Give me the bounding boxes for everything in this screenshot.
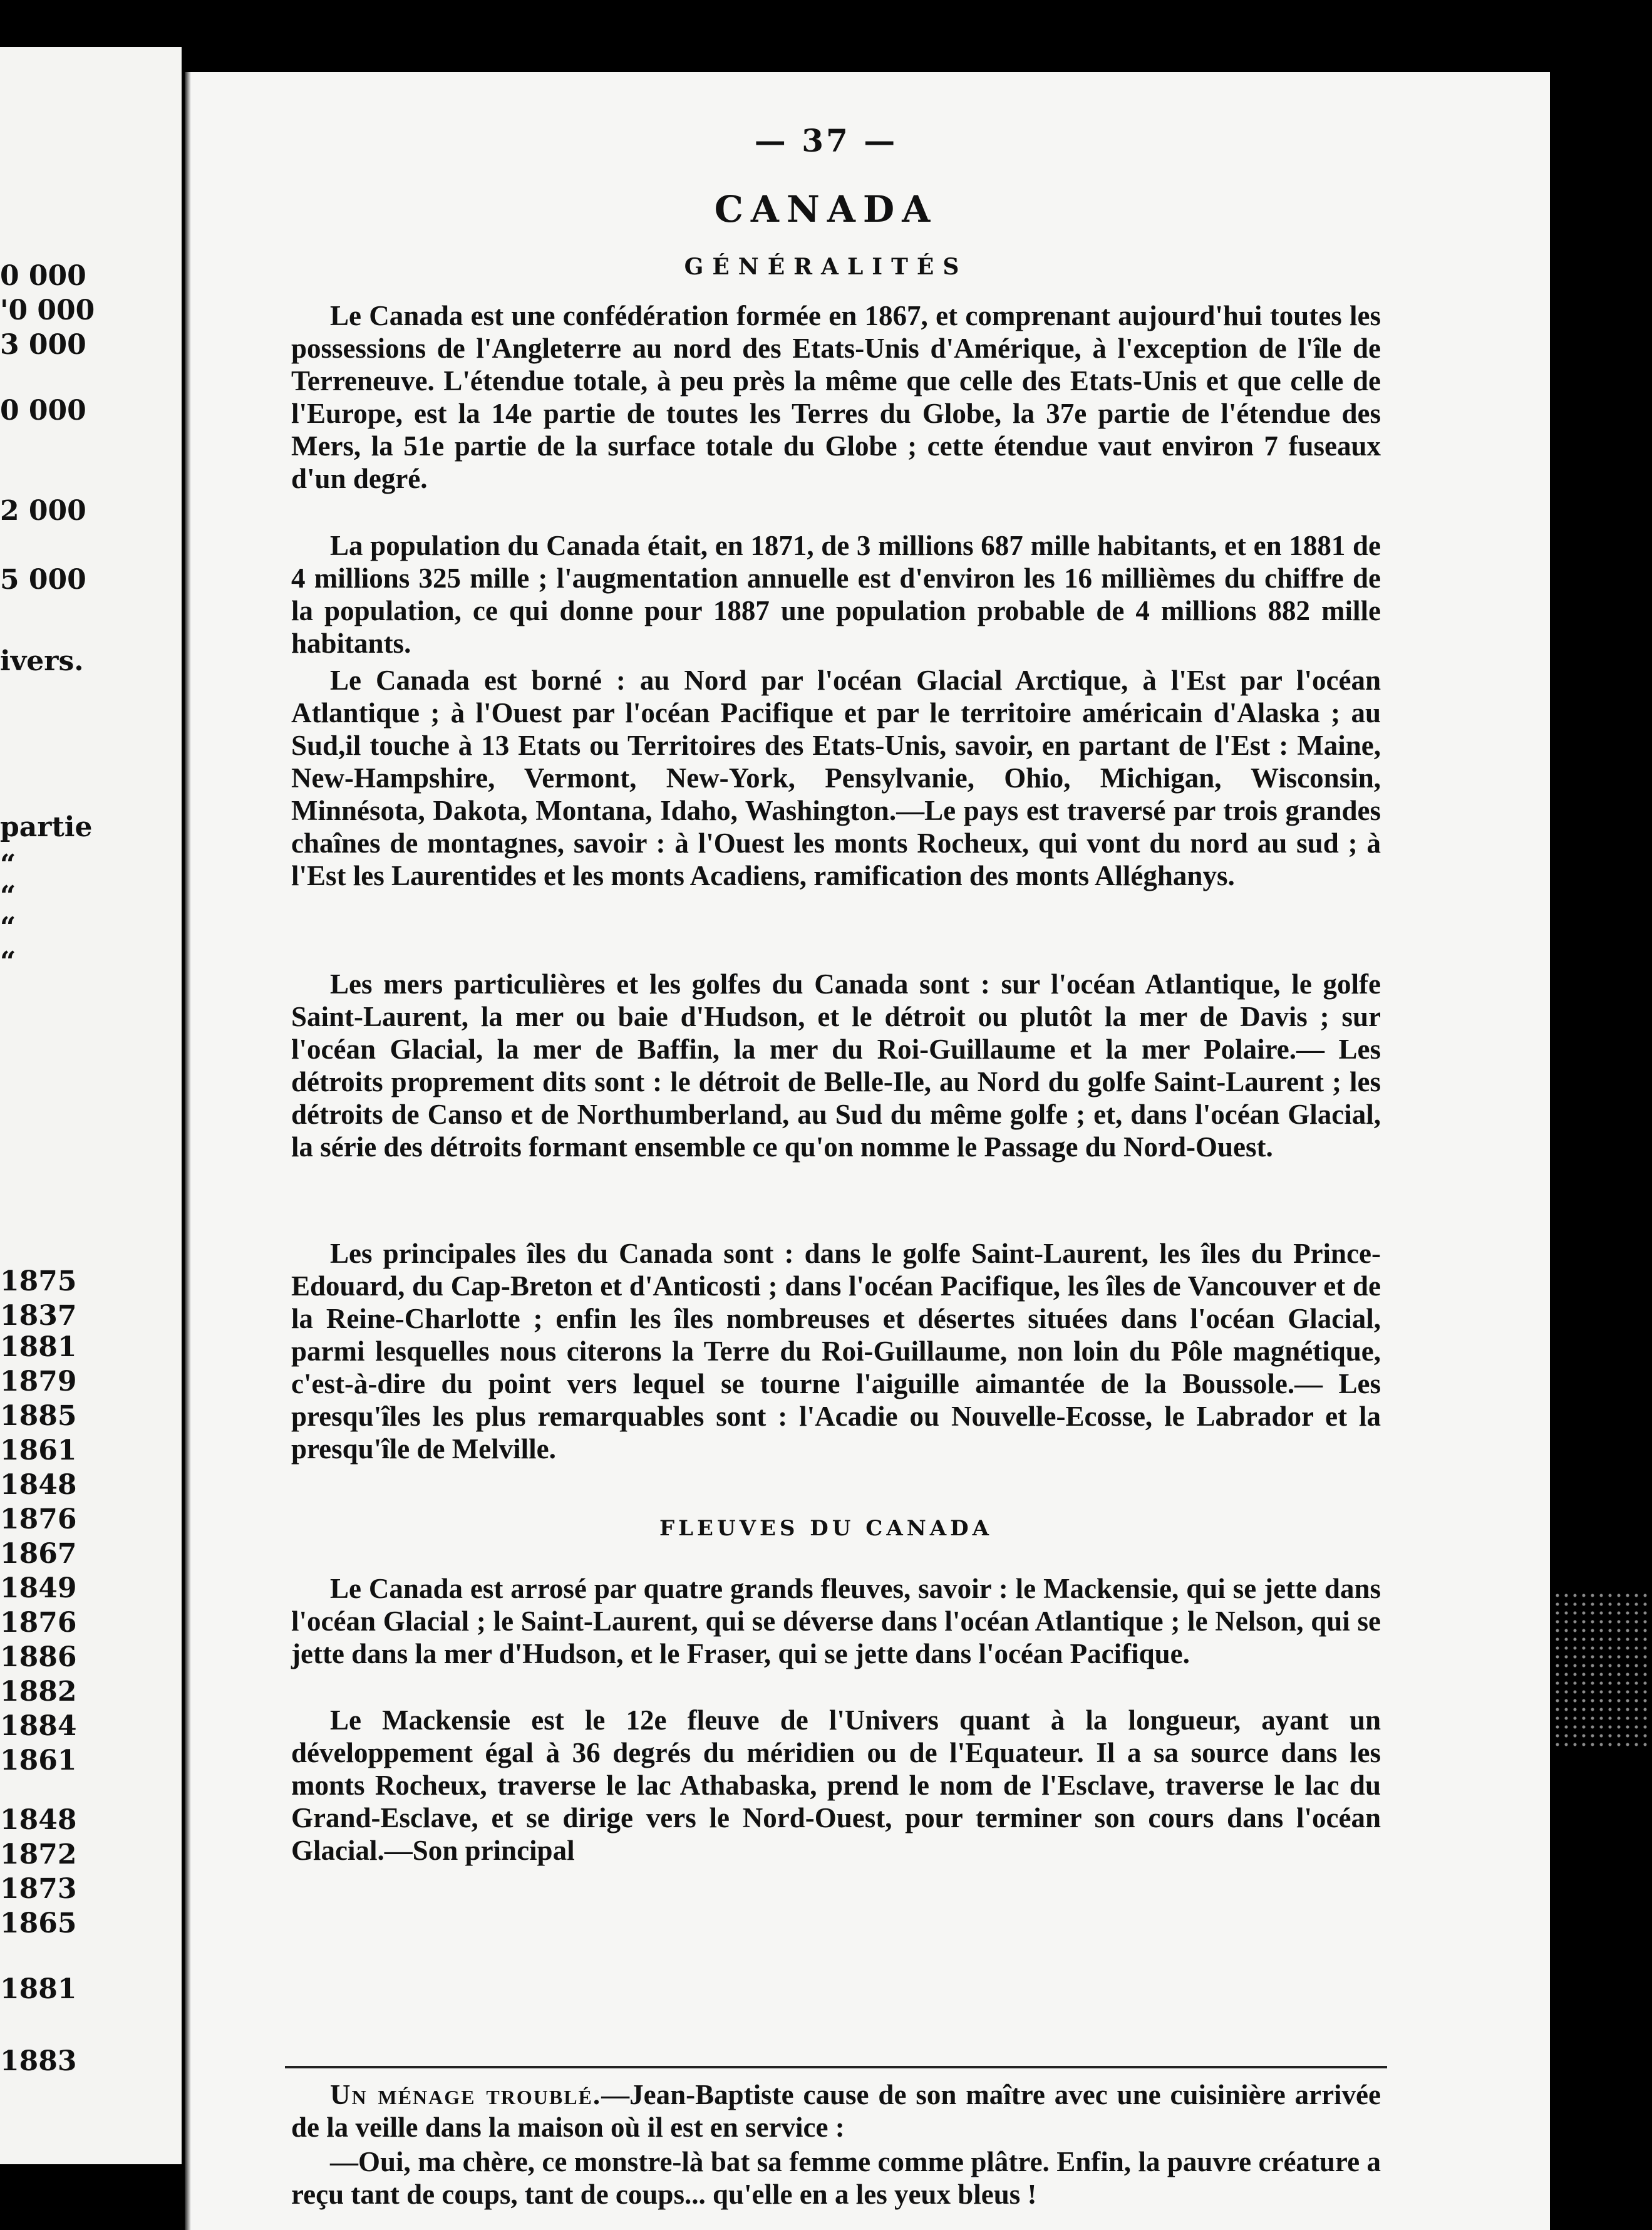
page-number: — 37 —: [754, 122, 898, 159]
paragraph-confederation: Le Canada est une confédération formée en 1867, et comprenant aujourd'hui toutes les possessions de l'Angleterre au nord des Etats-Unis d'Amérique, à l'exception de l'île de Terreneuve. L'étendue totale, à peu près la même que celle des Etats-Unis et que celle de l'Europe, est la 14e partie de toutes les Terres du Globe, la 37e partie de l'étendue des Mers, la 51e partie de la surface totale du Globe ; cette étendue vaut environ 7 fuseaux d'un degré.: [291, 300, 1381, 494]
anecdote-title: Un ménage troublé.: [330, 2079, 602, 2110]
left-fragment-text: 1849: [0, 1572, 77, 1604]
left-fragment-text: 1867: [0, 1538, 77, 1570]
paragraph-rivers: Le Canada est arrosé par quatre grands fleuves, savoir : le Mackensie, qui se jette dans l'océan Glacial ; le Saint-Laurent, qui se déverse dans l'océan Atlantique ; le Nelson, qui se jette dans la mer d'Hudson, et le Fraser, qui se jette dans l'océan Pacifique.: [291, 1573, 1381, 1669]
anecdote-paragraph: [291, 2078, 1381, 2144]
left-fragment-text: “: [0, 946, 16, 978]
left-fragment-text: 1876: [0, 1607, 77, 1639]
left-fragment-text: 3 000: [0, 329, 86, 361]
left-fragment-text: 0 000: [0, 395, 86, 427]
left-fragment-text: 1886: [0, 1641, 77, 1673]
left-fragment-text: 1875: [0, 1265, 77, 1297]
paragraph-population: La population du Canada était, en 1871, de 3 millions 687 mille habitants, et en 1881 de 4 millions 325 mille ; l'augmentation annuelle est d'environ les 16 millièmes du chiffre de la population, ce qui donne pour 1887 une population probable de 4 millions 882 mille habitants.: [291, 530, 1381, 659]
left-fragment-text: 1883: [0, 2045, 77, 2077]
left-fragment-text: 1848: [0, 1469, 77, 1501]
left-fragment-text: 1837: [0, 1300, 77, 1332]
left-fragment-text: 1848: [0, 1804, 77, 1836]
anecdote-intro: —Jean-Baptiste cause de son maître avec une cuisinière arrivée de la veille dans la maison où il est en service :: [291, 2079, 1381, 2143]
section-subtitle: GÉNÉRALITÉS: [684, 254, 968, 280]
paragraph-seas: Les mers particulières et les golfes du Canada sont : sur l'océan Atlantique, le golfe Saint-Laurent, la mer ou baie d'Hudson, et le détroit ou plutôt la mer de Davis ; sur l'océan Glacial, la mer de Baffin, la mer du Roi-Guillaume et la mer Polaire.— Les détroits proprement dits sont : le détroit de Belle-Ile, au Nord du golfe Saint-Laurent ; les détroits de Canso et de Northumberland, au Sud du même golfe ; et, dans l'océan Glacial, la série des détroits formant ensemble ce qu'on nomme le Passage du Nord-Ouest.: [291, 968, 1381, 1163]
left-fragment-text: 5 000: [0, 564, 86, 596]
section-heading-rivers: FLEUVES DU CANADA: [659, 1516, 993, 1541]
left-fragment-text: 1881: [0, 1973, 77, 2005]
left-fragment-text: 1865: [0, 1907, 77, 1939]
footnote-rule: [285, 2066, 1387, 2068]
left-fragment-text: 1861: [0, 1745, 77, 1776]
paragraph-borders: Le Canada est borné : au Nord par l'océan Glacial Arctique, à l'Est par l'océan Atlantique ; à l'Ouest par l'océan Pacifique et par le territoire américain d'Alaska ; au Sud,il touche à 13 Etats ou Territoires des Etats-Unis, savoir, en partant de l'Est : Maine, New-Hampshire, Vermont, New-York, Pensylvanie, Ohio, Michigan, Wisconsin, Minnésota, Dakota, Montana, Idaho, Washington.—Le pays est traversé par trois grandes chaînes de montagnes, savoir : à l'Ouest les monts Rocheux, qui vont du nord au sud ; à l'Est les Laurentides et les monts Acadiens, ramification des monts Alléghanys.: [291, 665, 1381, 891]
left-fragment-text: 1882: [0, 1676, 77, 1708]
left-fragment-text: 2 000: [0, 495, 86, 527]
left-fragment-text: 1879: [0, 1366, 77, 1398]
paragraph-mackensie: Le Mackensie est le 12e fleuve de l'Univers quant à la longueur, ayant un développement égal à 36 degrés du méridien ou de l'Equateur. Il a sa source dans les monts Rocheux, traverse le lac Athabaska, prend le nom de l'Esclave, traverse le lac du Grand-Esclave, et se dirige vers le Nord-Ouest, pour terminer son cours dans l'océan Glacial.—Son principal: [291, 1704, 1381, 1866]
left-fragment-text: 1861: [0, 1434, 77, 1466]
page-title: CANADA: [714, 188, 938, 231]
paragraph-islands: Les principales îles du Canada sont : dans le golfe Saint-Laurent, les îles du Prince-Edouard, du Cap-Breton et d'Anticosti ; dans l'océan Pacifique, les îles de Vancouver et de la Reine-Charlotte ; enfin les îles nombreuses et désertes situées dans l'océan Glacial, parmi lesquelles nous citerons la Terre du Roi-Guillaume, non loin du Pôle magnétique, c'est-à-dire du point vers lequel se tourne l'aiguille aimantée de la Boussole.— Les presqu'îles les plus remarquables sont : l'Acadie ou Nouvelle-Ecosse, le Labrador et la presqu'île de Melville.: [291, 1238, 1381, 1465]
left-fragment-text: “: [0, 880, 16, 912]
left-fragment-text: 1876: [0, 1503, 77, 1535]
left-fragment-text: “: [0, 849, 16, 881]
left-fragment-text: ivers.: [0, 645, 84, 677]
page-gutter: [185, 72, 191, 2230]
left-fragment-text: 1885: [0, 1400, 77, 1432]
anecdote-dialogue: —Oui, ma chère, ce monstre-là bat sa femme comme plâtre. Enfin, la pauvre créature a reçu tant de coups, tant de coups... qu'elle en a les yeux bleus !: [291, 2146, 1381, 2210]
left-fragment-text: 1881: [0, 1331, 77, 1363]
left-fragment-text: 0 000: [0, 260, 86, 292]
left-fragment-text: partie: [0, 811, 93, 843]
left-fragment-text: 1872: [0, 1838, 77, 1870]
left-fragment-text: 1884: [0, 1710, 77, 1742]
left-fragment-text: “: [0, 911, 16, 943]
scan-noise: [1553, 1591, 1647, 1748]
left-fragment-text: 1873: [0, 1873, 77, 1905]
left-fragment-text: '0 000: [0, 294, 95, 326]
